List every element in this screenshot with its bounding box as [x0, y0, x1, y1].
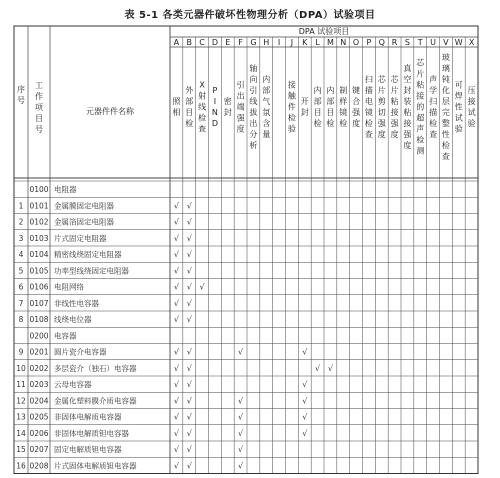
- col-label-c-char: 检: [198, 113, 207, 123]
- check-mark: √: [238, 461, 244, 471]
- check-mark: √: [238, 347, 244, 357]
- check-mark: √: [173, 298, 179, 308]
- header-code-char: 号: [35, 125, 43, 134]
- check-mark: √: [186, 380, 192, 390]
- row-name: 固定电解质钽电容器: [54, 445, 122, 455]
- col-label-t: [416, 58, 425, 156]
- row-code: 0203: [29, 380, 49, 390]
- col-label-o-char: 键: [352, 86, 361, 95]
- check-mark: √: [173, 282, 179, 292]
- check-mark: √: [186, 428, 192, 438]
- col-label-r-char: 接: [390, 108, 399, 117]
- col-label-m-char: 检: [326, 119, 335, 128]
- row-code: 0104: [29, 250, 49, 260]
- row-seq: 4: [18, 250, 24, 260]
- row-code: 0107: [29, 298, 49, 308]
- row-code: 0102: [29, 217, 49, 227]
- row-code: 0208: [29, 461, 49, 471]
- check-mark: √: [199, 282, 205, 292]
- row-seq: 10: [16, 363, 26, 373]
- check-mark: √: [315, 363, 321, 373]
- col-label-k-char: 封: [300, 108, 309, 117]
- col-label-c-char: 查: [198, 124, 207, 134]
- col-label-s-char: 粘: [403, 108, 412, 117]
- col-label-f-char: 出: [236, 91, 245, 101]
- row-name: 功率型线绕固定电阻器: [54, 266, 129, 276]
- col-label-h: [262, 74, 270, 139]
- row-seq: 2: [18, 217, 24, 227]
- col-label-o: [352, 85, 361, 128]
- col-label-n-char: 镜: [339, 108, 348, 117]
- row-code: 0201: [29, 347, 49, 357]
- col-label-n-char: 制: [339, 86, 348, 95]
- col-label-d-char: P: [212, 86, 218, 95]
- check-mark: √: [173, 250, 179, 260]
- col-label-e: [224, 96, 232, 117]
- col-label-g-char: 出: [249, 119, 258, 128]
- col-label-u: [429, 74, 437, 139]
- header-seq-char: 序: [17, 85, 25, 94]
- col-letter-x: X: [468, 38, 475, 47]
- row-name: 片式固体电解质钽电容器: [54, 461, 137, 471]
- col-letter-w: W: [454, 38, 463, 47]
- row-seq: 13: [16, 412, 26, 422]
- header-code-char: 作: [35, 92, 43, 101]
- row-seq: 5: [18, 266, 24, 276]
- row-name: 非线性电容器: [54, 298, 99, 308]
- check-mark: √: [186, 201, 192, 211]
- row-code: 0200: [29, 331, 49, 341]
- col-letter-t: T: [417, 38, 423, 47]
- col-label-g-char: 轴: [249, 64, 258, 73]
- col-label-v-char: 性: [441, 130, 450, 139]
- check-mark: √: [302, 396, 308, 406]
- check-mark: √: [186, 282, 192, 292]
- col-label-x-char: 压: [467, 86, 476, 95]
- col-label-h-char: 氛: [262, 108, 271, 117]
- col-label-m-char: 内: [326, 86, 335, 95]
- col-label-d-char: I: [213, 97, 217, 106]
- row-seq: 9: [18, 347, 24, 357]
- col-label-q: [378, 74, 387, 139]
- col-letter-q: Q: [378, 38, 385, 47]
- col-label-n: [339, 85, 347, 128]
- row-code: 0105: [29, 266, 49, 276]
- check-mark: √: [173, 363, 179, 373]
- col-label-u-char: 学: [429, 86, 438, 95]
- col-label-q-char: 度: [377, 130, 386, 139]
- check-mark: √: [186, 250, 192, 260]
- row-seq: 8: [18, 315, 24, 325]
- check-mark: √: [173, 217, 179, 227]
- row-name: 多层瓷介（独石）电容器: [54, 363, 137, 373]
- check-mark: √: [173, 380, 179, 390]
- col-label-g-char: 析: [249, 141, 258, 150]
- row-name: 电容器: [54, 331, 77, 341]
- check-mark: √: [186, 266, 192, 276]
- col-label-s-char: 空: [403, 75, 412, 84]
- col-label-g: [249, 63, 257, 150]
- col-label-r-char: 芯: [390, 75, 399, 84]
- col-label-l-char: 部: [313, 97, 322, 106]
- col-label-v-char: 整: [441, 119, 450, 128]
- col-label-x-char: 接: [467, 97, 476, 106]
- col-label-m-char: 部: [326, 97, 335, 106]
- col-letter-v: V: [443, 38, 449, 47]
- col-label-t-char: 超: [416, 113, 425, 123]
- col-label-f-char: 引: [236, 80, 245, 90]
- col-label-p-char: 电: [364, 97, 373, 106]
- col-label-j-char: 接: [287, 80, 296, 90]
- col-label-s: [403, 63, 412, 150]
- col-label-r: [391, 74, 400, 139]
- col-label-x-char: 试: [467, 108, 476, 117]
- row-name: 电阻网络: [54, 282, 84, 292]
- row-seq: 7: [18, 298, 24, 308]
- row-seq: 15: [16, 445, 26, 455]
- col-label-b: [185, 85, 194, 128]
- col-label-v: [442, 52, 450, 161]
- col-label-p-char: 描: [364, 86, 373, 95]
- row-seq: 3: [18, 233, 24, 243]
- col-label-b-char: 外: [185, 86, 194, 95]
- col-letter-r: R: [391, 38, 398, 47]
- col-label-d: [212, 86, 218, 128]
- col-letter-m: M: [326, 38, 334, 47]
- col-label-j-char: 验: [287, 124, 296, 134]
- col-label-v-char: 钝: [441, 75, 450, 84]
- check-mark: √: [302, 428, 308, 438]
- col-label-u-char: 声: [429, 75, 438, 84]
- col-letter-f: F: [238, 38, 243, 47]
- col-label-c: [198, 81, 206, 134]
- col-label-k-char: 开: [300, 97, 309, 106]
- check-mark: √: [186, 217, 192, 227]
- col-label-n-char: 检: [339, 119, 348, 128]
- header-code: [35, 81, 44, 134]
- col-label-a-char: 相: [172, 108, 181, 117]
- check-mark: √: [173, 315, 179, 325]
- col-label-o-char: 强: [352, 108, 361, 117]
- row-seq: 16: [16, 461, 26, 471]
- col-label-o-char: 合: [352, 97, 361, 106]
- col-label-s-char: 装: [403, 97, 412, 106]
- col-label-p-char: 查: [364, 130, 373, 139]
- col-label-f-char: 强: [236, 113, 245, 123]
- check-mark: √: [173, 461, 179, 471]
- row-seq: 11: [16, 380, 26, 390]
- col-label-u-char: 扫: [429, 97, 438, 106]
- col-letter-j: J: [290, 38, 294, 47]
- col-letter-s: S: [404, 38, 410, 47]
- col-label-q-char: 剪: [377, 97, 386, 106]
- col-label-c-char: 射: [198, 91, 207, 101]
- col-label-t-char: 芯: [416, 58, 425, 68]
- row-code: 0204: [29, 396, 49, 406]
- col-label-g-char: 拔: [249, 108, 258, 117]
- col-label-d-char: D: [211, 119, 219, 128]
- col-label-c-char: X: [199, 80, 205, 90]
- row-name: 非固体电解质电容器: [54, 412, 122, 422]
- col-label-h-char: 部: [262, 86, 271, 95]
- row-code: 0207: [29, 445, 49, 455]
- col-label-g-char: 引: [249, 86, 258, 95]
- row-name: 非固体电解质钽电容器: [54, 428, 129, 438]
- col-label-a: [172, 97, 181, 117]
- col-label-j-char: 触: [287, 91, 296, 101]
- col-letter-u: U: [430, 38, 437, 47]
- col-label-w-char: 性: [454, 102, 463, 112]
- row-seq: 14: [16, 428, 26, 438]
- row-name: 金属化塑料膜介质电容器: [54, 396, 137, 406]
- check-mark: √: [186, 363, 192, 373]
- row-seq: 12: [16, 396, 26, 406]
- col-label-k: [301, 97, 309, 117]
- col-label-o-char: 度: [352, 119, 361, 128]
- col-label-s-char: 强: [403, 130, 412, 139]
- col-label-m: [326, 85, 334, 128]
- col-label-v-char: 层: [441, 97, 450, 106]
- col-label-b-char: 目: [185, 108, 194, 117]
- col-label-q-char: 强: [377, 119, 386, 128]
- col-label-v-char: 璃: [441, 64, 450, 73]
- col-label-f: [237, 80, 246, 134]
- col-label-g-char: 向: [249, 75, 258, 84]
- col-label-d-char: N: [211, 108, 218, 117]
- row-code: 0101: [29, 201, 49, 211]
- col-label-r-char: 强: [390, 119, 399, 128]
- col-letter-e: E: [225, 38, 231, 47]
- col-label-g-char: 分: [249, 130, 258, 139]
- row-code: 0108: [29, 315, 49, 325]
- row-name: 圆片瓷介电容器: [54, 347, 107, 357]
- col-label-x: [468, 86, 476, 128]
- col-label-s-char: 真: [403, 64, 412, 73]
- row-name: 金属箔固定电阻器: [54, 217, 114, 227]
- col-label-c-char: 线: [198, 102, 207, 112]
- check-mark: √: [186, 233, 192, 243]
- col-letter-b: B: [186, 38, 192, 47]
- col-label-s-char: 度: [403, 141, 412, 150]
- row-name: 精密线绕固定电阻器: [54, 250, 122, 260]
- col-label-t-char: 检: [416, 135, 425, 145]
- check-mark: √: [327, 363, 333, 373]
- col-label-t-char: 的: [416, 102, 425, 112]
- col-label-w: [455, 81, 463, 134]
- col-label-l: [314, 85, 322, 128]
- col-label-v-char: 化: [441, 86, 450, 95]
- col-label-p-char: 扫: [364, 75, 373, 84]
- col-label-r-char: 粘: [390, 97, 399, 106]
- header-seq-char: 号: [17, 96, 25, 105]
- col-letter-d: D: [211, 38, 219, 47]
- col-label-x-char: 验: [467, 119, 476, 128]
- col-label-q-char: 切: [377, 108, 386, 117]
- check-mark: √: [173, 412, 179, 422]
- col-label-q-char: 芯: [377, 75, 386, 84]
- col-label-g-char: 线: [249, 97, 258, 106]
- check-mark: √: [173, 233, 179, 243]
- row-name: 片式固定电阻器: [54, 233, 107, 243]
- col-label-b-char: 部: [185, 97, 194, 106]
- col-label-p-char: 检: [364, 119, 373, 128]
- header-code-char: 目: [35, 114, 43, 123]
- col-label-v-char: 查: [441, 152, 450, 161]
- check-mark: √: [302, 347, 308, 357]
- check-mark: √: [173, 396, 179, 406]
- col-label-v-char: 检: [441, 141, 450, 150]
- col-letter-a: A: [173, 38, 180, 47]
- check-mark: √: [238, 396, 244, 406]
- row-code: 0103: [29, 233, 49, 243]
- check-mark: √: [302, 380, 308, 390]
- col-label-l-char: 检: [313, 119, 322, 128]
- col-label-t-char: 声: [416, 124, 425, 134]
- check-mark: √: [173, 201, 179, 211]
- row-code: 0106: [29, 282, 49, 292]
- col-label-h-char: 气: [262, 97, 271, 106]
- col-label-j-char: 检: [287, 113, 296, 123]
- row-code: 0206: [29, 428, 49, 438]
- col-label-s-char: 封: [403, 86, 412, 95]
- check-mark: √: [186, 347, 192, 357]
- col-letter-h: H: [263, 38, 270, 47]
- col-label-w-char: 焊: [454, 91, 463, 101]
- col-label-v-char: 玻: [441, 53, 450, 62]
- check-mark: √: [173, 266, 179, 276]
- header-name: 元器件件名称: [86, 107, 134, 116]
- check-mark: √: [238, 412, 244, 422]
- header-code-char: 项: [35, 103, 43, 112]
- row-name: 线绕电位器: [54, 315, 92, 325]
- col-label-w-char: 试: [454, 113, 463, 123]
- col-label-e-char: 封: [223, 108, 232, 117]
- row-code: 0202: [29, 363, 49, 373]
- col-label-v-char: 完: [441, 108, 450, 117]
- col-label-r-char: 片: [390, 86, 399, 95]
- row-name: 金属膜固定电阻器: [54, 201, 114, 211]
- col-label-h-char: 内: [262, 75, 271, 84]
- col-label-f-char: 度: [236, 124, 245, 134]
- check-mark: √: [238, 445, 244, 455]
- row-code: 0100: [29, 185, 49, 195]
- col-label-p-char: 镜: [364, 108, 373, 117]
- col-letter-c: C: [199, 38, 205, 47]
- col-label-t-char: 接: [416, 91, 425, 101]
- col-label-m-char: 目: [326, 108, 335, 117]
- col-label-f-char: 端: [236, 102, 245, 112]
- col-label-b-char: 检: [185, 119, 194, 128]
- check-mark: √: [186, 396, 192, 406]
- check-mark: √: [186, 445, 192, 455]
- row-name: 云母电容器: [54, 380, 92, 390]
- col-label-t-char: 测: [416, 146, 425, 156]
- col-label-u-char: 检: [429, 119, 438, 128]
- col-letter-p: P: [366, 38, 372, 47]
- col-label-u-char: 描: [429, 108, 438, 117]
- col-label-t-char: 片: [416, 69, 425, 79]
- header-code-char: 工: [35, 81, 43, 90]
- col-label-e-char: 密: [223, 97, 232, 106]
- row-code: 0205: [29, 412, 49, 422]
- check-mark: √: [302, 412, 308, 422]
- col-label-l-char: 目: [313, 108, 322, 117]
- check-mark: √: [238, 428, 244, 438]
- check-mark: √: [173, 347, 179, 357]
- row-name: 电阻器: [54, 185, 77, 195]
- col-label-l-char: 内: [313, 86, 322, 95]
- col-letter-g: G: [250, 38, 257, 47]
- row-seq: 1: [18, 201, 24, 211]
- col-letter-k: K: [302, 38, 308, 47]
- col-label-u-char: 查: [429, 130, 438, 139]
- table-title: 表 5-1 各类元器件破坏性物理分析（DPA）试验项目: [124, 10, 376, 21]
- dpa-group-label: DPA 试验项目: [298, 27, 350, 36]
- check-mark: √: [186, 412, 192, 422]
- row-seq: 6: [18, 282, 24, 292]
- check-mark: √: [186, 298, 192, 308]
- col-label-a-char: 照: [172, 97, 181, 106]
- col-label-h-char: 量: [262, 130, 271, 139]
- check-mark: √: [173, 445, 179, 455]
- check-mark: √: [173, 428, 179, 438]
- col-label-w-char: 可: [454, 80, 463, 90]
- check-mark: √: [186, 315, 192, 325]
- col-letter-l: L: [315, 38, 320, 47]
- header-seq: [17, 84, 25, 105]
- col-label-p: [365, 74, 373, 139]
- col-label-r-char: 度: [390, 130, 399, 139]
- col-label-t-char: 粘: [416, 80, 425, 90]
- col-label-q-char: 片: [377, 86, 386, 95]
- col-letter-n: N: [340, 38, 347, 47]
- col-label-n-char: 样: [339, 97, 348, 106]
- col-label-w-char: 验: [454, 124, 463, 134]
- check-mark: √: [186, 461, 192, 471]
- col-label-s-char: 接: [403, 119, 412, 128]
- col-label-j: [288, 80, 297, 134]
- col-label-j-char: 件: [287, 102, 296, 112]
- col-letter-i: I: [277, 38, 281, 47]
- col-label-h-char: 含: [262, 119, 271, 128]
- col-letter-o: O: [352, 38, 360, 47]
